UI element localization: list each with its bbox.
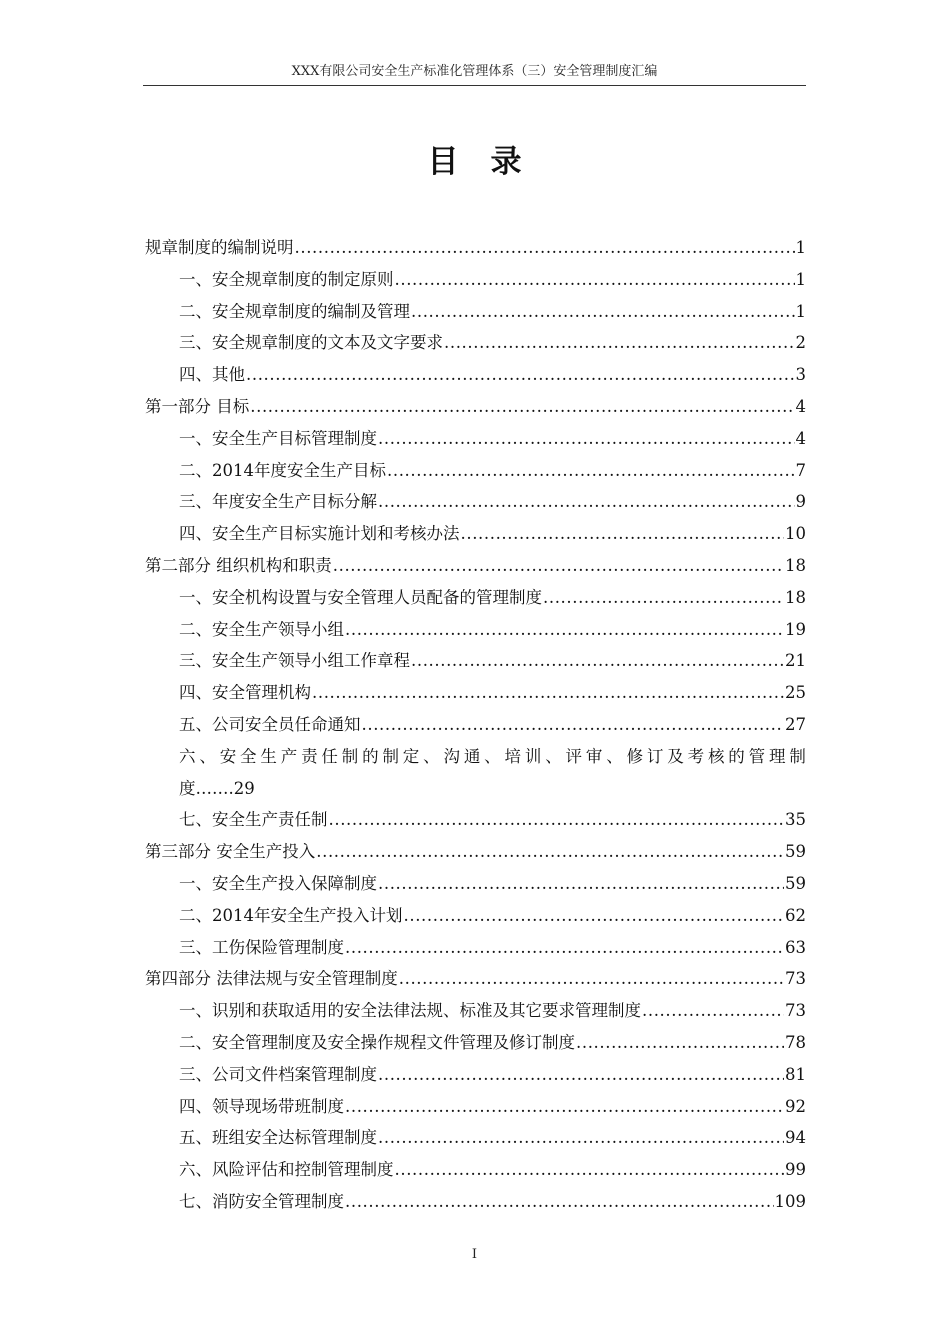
page-number: I [471,1247,478,1262]
toc-entry[interactable] [145,550,806,582]
toc-entry-page: 73 [785,969,806,989]
toc-entry-title: 三、安全生产领导小组工作章程 [179,651,410,671]
toc-entry-page: 81 [785,1064,806,1084]
document-title: 目录 [427,144,554,180]
toc-entry-title: 规章制度的编制说明 [145,238,294,257]
toc-dot-leader [345,1186,774,1218]
toc-entry-title: 四、安全生产目标实施计划和考核办法 [179,524,460,544]
toc-entry-title: 三、工伤保险管理制度 [179,937,344,957]
toc-entry[interactable] [145,391,806,423]
toc-entry[interactable] [145,264,806,296]
toc-entry-wrapped-char: 、 [199,746,216,766]
toc-entry-title: 四、安全管理机构 [179,683,311,703]
toc-entry-page: 25 [785,683,806,703]
toc-entry-wrapped-char: 考 [687,746,705,766]
toc-entry[interactable] [145,932,806,964]
toc-entry[interactable] [145,423,806,455]
toc-entry-title: 七、消防安全管理制度 [179,1191,344,1211]
toc-entry-wrapped-char: 定 [402,746,420,766]
toc-dot-leader [250,391,794,423]
toc-entry-wrapped-char: 、 [484,746,501,766]
toc-entry-title: 第二部分 组织机构和职责 [145,555,332,575]
toc-entry-page: 3 [795,365,806,385]
toc-entry-wrapped-line1 [179,741,806,773]
toc-entry-wrapped-char: 核 [707,746,725,766]
toc-entry-wrapped-char: 制 [382,746,399,766]
toc-entry-page: 10 [785,524,806,544]
toc-dot-leader [411,296,795,328]
toc-dot-leader [395,1154,785,1186]
toc-entry[interactable] [145,645,806,677]
toc-entry-wrapped-char: 评 [565,746,583,766]
toc-dot-leader [642,995,784,1027]
toc-entry-wrapped-char: 管 [748,746,766,766]
toc-entry-page: 7 [795,460,806,480]
toc-entry[interactable] [145,900,806,932]
toc-entry-title: 一、安全生产目标管理制度 [179,428,377,448]
toc-dot-leader [333,550,784,582]
toc-dot-leader [387,455,795,487]
toc-entry-page: .29 [228,778,255,798]
toc-entry-page: 4 [795,428,806,448]
toc-entry-wrapped-char: 产 [280,746,298,766]
toc-dot-leader [543,582,784,614]
toc-entry-wrapped-char: 培 [504,746,521,766]
toc-entry-page: 18 [785,587,806,607]
toc-entry-page: 63 [785,937,806,957]
header-divider [143,85,806,86]
toc-entry[interactable] [145,455,806,487]
toc-entry[interactable] [145,518,806,550]
toc-entry-title: 第一部分 目标 [145,396,250,416]
toc-dot-leader [345,932,784,964]
toc-entry[interactable] [145,1122,806,1154]
toc-entry-wrapped-char: 全 [240,746,257,766]
toc-entry-title: 二、安全规章制度的编制及管理 [179,301,410,321]
toc-entry[interactable] [145,1186,806,1218]
toc-entry-title: 四、其他 [179,365,245,385]
toc-entry-wrapped-tail: 度…… [179,778,229,798]
toc-entry-page: 1 [795,301,806,321]
toc-entry-page: 94 [785,1128,806,1148]
toc-entry[interactable] [145,995,806,1027]
toc-entry[interactable] [145,677,806,709]
toc-entry-page: 27 [785,714,806,734]
toc-entry[interactable] [145,232,806,264]
toc-entry-wrapped-char: 生 [260,746,277,766]
toc-entry-wrapped-char: 通 [463,746,481,766]
toc-section-before [145,232,806,741]
toc-entry-page: 18 [785,555,806,575]
toc-entry-title: 三、安全规章制度的文本及文字要求 [179,333,443,353]
toc-entry-wrapped-char: 审 [585,746,603,766]
toc-entry-wrapped-char: 训 [524,746,542,766]
toc-dot-leader [378,1059,784,1091]
toc-entry-page: 1 [795,238,806,257]
toc-entry-page: 109 [774,1191,806,1211]
toc-entry[interactable] [145,1059,806,1091]
toc-entry-wrapped-char: 的 [728,746,745,766]
toc-dot-leader [378,423,795,455]
toc-entry-wrapped-char: 、 [606,746,623,766]
toc-dot-leader [378,486,795,518]
toc-dot-leader [378,1122,784,1154]
toc-entry-title: 一、识别和获取适用的安全法律法规、标准及其它要求管理制度 [179,1001,641,1021]
toc-dot-leader [362,709,785,741]
toc-entry[interactable] [145,582,806,614]
toc-section-after [145,804,806,1217]
toc-entry-page: 21 [785,651,806,671]
toc-dot-leader [329,804,785,836]
toc-dot-leader [411,645,784,677]
toc-entry-wrapped-char: 制 [789,746,806,766]
toc-dot-leader [378,868,784,900]
toc-entry-wrapped-char: 安 [219,746,237,766]
toc-entry[interactable] [145,1091,806,1123]
toc-entry-page: 62 [785,905,806,925]
toc-dot-leader [316,836,784,868]
toc-entry-wrapped-char: 责 [301,746,318,766]
toc-entry-page: 59 [785,873,806,893]
toc-entry-wrapped-line2 [179,773,806,805]
toc-entry[interactable] [145,327,806,359]
toc-entry-title: 五、公司安全员任命通知 [179,714,361,734]
toc-entry-wrapped-char: 任 [321,746,338,766]
table-of-contents [145,232,806,1218]
toc-entry-wrapped-char: 、 [545,746,562,766]
toc-dot-leader [312,677,784,709]
toc-dot-leader [576,1027,784,1059]
toc-entry[interactable] [145,296,806,328]
toc-dot-leader [246,359,795,391]
toc-entry[interactable] [145,486,806,518]
toc-entry[interactable] [145,804,806,836]
toc-entry-title: 五、班组安全达标管理制度 [179,1128,377,1148]
toc-entry-title: 二、安全生产领导小组 [179,619,344,639]
toc-entry-page: 59 [785,842,806,862]
toc-entry-page: 1 [795,269,806,289]
toc-dot-leader [295,232,795,264]
toc-entry-title: 一、安全机构设置与安全管理人员配备的管理制度 [179,587,542,607]
toc-entry-title: 四、领导现场带班制度 [179,1096,344,1116]
toc-entry[interactable] [145,963,806,995]
toc-entry-title: 七、安全生产责任制 [179,810,328,830]
toc-entry-wrapped-char: 及 [667,746,684,766]
toc-entry[interactable] [145,1154,806,1186]
toc-entry-title: 第三部分 安全生产投入 [145,842,316,862]
toc-entry[interactable] [145,709,806,741]
toc-entry[interactable] [145,836,806,868]
toc-entry-title: 一、安全规章制度的制定原则 [179,269,394,289]
toc-entry-wrapped-char: 修 [626,746,644,766]
toc-entry-page: 99 [785,1160,806,1180]
toc-entry-title: 二、2014年度安全生产目标 [179,460,386,480]
toc-dot-leader [444,327,795,359]
toc-entry-page: 2 [795,333,806,353]
toc-entry-wrapped-char: 的 [362,746,379,766]
toc-entry-wrapped-char: 理 [768,746,786,766]
toc-entry-page: 19 [785,619,806,639]
toc-entry-page: 92 [785,1096,806,1116]
toc-entry-wrapped-char: 、 [423,746,440,766]
toc-entry-title: 一、安全生产投入保障制度 [179,873,377,893]
toc-entry-page: 73 [785,1001,806,1021]
toc-entry-wrapped-char: 沟 [443,746,460,766]
toc-entry-title: 二、安全管理制度及安全操作规程文件管理及修订制度 [179,1032,575,1052]
toc-dot-leader [461,518,785,550]
toc-dot-leader [345,614,784,646]
toc-entry-wrapped[interactable] [145,741,806,805]
toc-entry-wrapped-char: 制 [341,746,359,766]
toc-entry-title: 三、公司文件档案管理制度 [179,1064,377,1084]
toc-entry-page: 4 [795,396,806,416]
toc-entry[interactable] [145,614,806,646]
page-header: XXX有限公司安全生产标准化管理体系（三）安全管理制度汇编 [291,64,658,79]
toc-entry-page: 9 [795,492,806,512]
toc-entry-page: 78 [785,1032,806,1052]
toc-entry-title: 第四部分 法律法规与安全管理制度 [145,969,398,989]
toc-dot-leader [404,900,785,932]
toc-entry-title: 六、风险评估和控制管理制度 [179,1160,394,1180]
toc-entry[interactable] [145,1027,806,1059]
toc-entry-title: 三、年度安全生产目标分解 [179,492,377,512]
toc-dot-leader [395,264,795,296]
toc-entry-wrapped-char: 六 [179,746,196,766]
toc-entry-title: 二、2014年安全生产投入计划 [179,905,403,925]
toc-entry-wrapped-char: 订 [646,746,664,766]
toc-entry-page: 35 [785,810,806,830]
toc-entry[interactable] [145,359,806,391]
toc-dot-leader [399,963,784,995]
toc-entry[interactable] [145,868,806,900]
toc-dot-leader [345,1091,784,1123]
